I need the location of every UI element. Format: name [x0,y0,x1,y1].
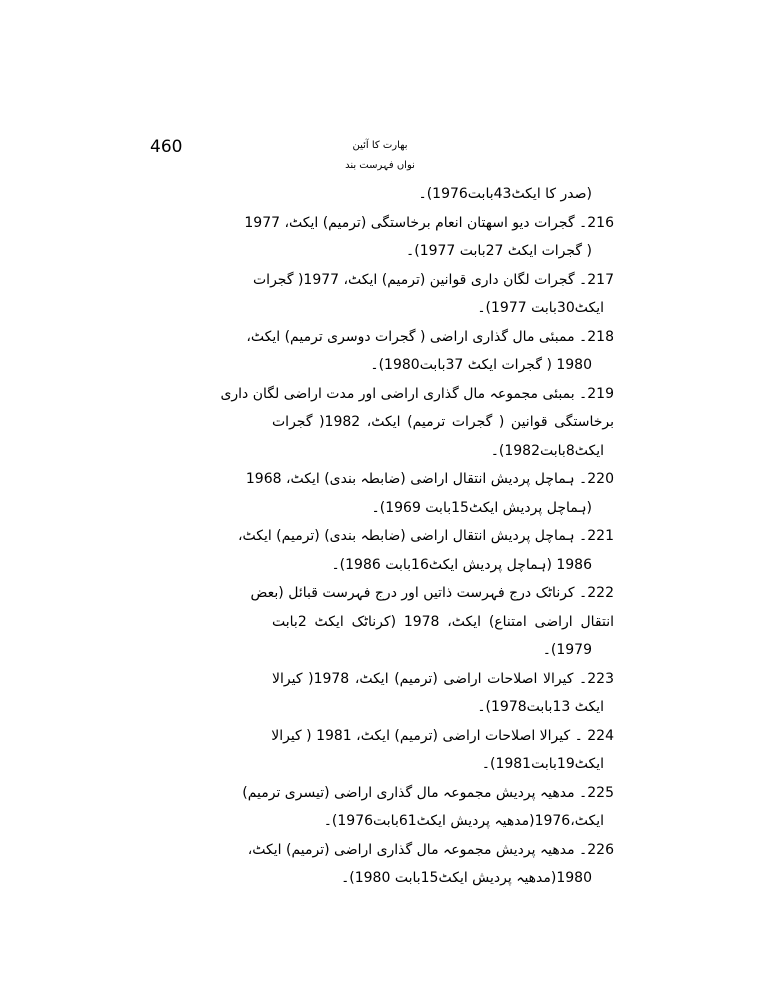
text-line: انتقال اراضی امتناع) ایکٹ، 1978 (کرناٹک ایکٹ 2بابت [272,613,614,630]
header-subtitle: نواں فہرست بند [345,160,415,171]
text-line: 1980(مدھیہ پردیش ایکٹ15بابت 1980)۔ [341,870,592,886]
text-line: ایکٹ30بابت 1977)۔ [477,300,604,316]
running-header [300,136,460,176]
text-line: 1979)۔ [542,642,592,658]
text-line: ایکٹ8بابت1982)۔ [490,442,604,459]
header-title: بھارت کا آئین [352,140,408,151]
text-line: 219۔ بمبئی مجموعہ مال گذاری اراضی اور مدت اراضی لگان داری [220,385,614,402]
text-line: (ہماچل پردیش ایکٹ15بابت 1969)۔ [371,499,592,516]
text-line: 217۔ گجرات لگان داری قوانین (ترمیم) ایکٹ، 1977( گجرات [253,271,614,288]
text-line: 216۔ گجرات دیو اسھتان انعام برخاستگی (ترمیم) ایکٹ، 1977 [244,214,614,231]
text-line: 222۔ کرناٹک درج فہرست ذاتیں اور درج فہرست قبائل (بعض [250,585,614,601]
text-line: (صدر کا ایکٹ43بابت1976)۔ [418,186,592,202]
text-line: ایکٹ،1976(مدھیہ پردیش ایکٹ61بابت1976)۔ [323,813,604,829]
text-line: 1980 ( گجرات ایکٹ 37بابت1980)۔ [370,357,592,373]
page-number: 460 [150,137,183,157]
text-line: 220۔ ہماچل پردیش انتقال اراضی (ضابطہ بندی) ایکٹ، 1968 [245,471,614,487]
text-line: 223۔ کیرالا اصلاحات اراضی (ترمیم) ایکٹ، 1978( کیرالا [272,670,614,687]
text-line: ایکٹ 13بابت1978)۔ [477,699,604,715]
schedule-entries [220,180,614,893]
text-line: 225۔ مدھیہ پردیش مجموعہ مال گذاری اراضی (تیسری ترمیم) [242,784,614,801]
text-line: 226۔ مدھیہ پردیش مجموعہ مال گذاری اراضی (ترمیم) ایکٹ، [247,841,614,858]
text-line: 1986 (ہماچل پردیش ایکٹ16بابت 1986)۔ [331,556,592,573]
text-line: 224 ۔ کیرالا اصلاحات اراضی (ترمیم) ایکٹ، 1981 ( کیرالا [271,727,614,744]
text-line: ( گجرات ایکٹ 27بابت 1977)۔ [406,243,592,259]
text-line: ایکٹ19بابت1981)۔ [481,756,604,772]
text-line: 218۔ ممبئی مال گذاری اراضی ( گجرات دوسری ترمیم) ایکٹ، [246,328,614,345]
text-line: 221۔ ہماچل پردیش انتقال اراضی (ضابطہ بندی) (ترمیم) ایکٹ، [237,528,614,544]
text-line: برخاستگی قوانین ( گجرات ترمیم) ایکٹ، 1982( گجرات [272,414,614,430]
